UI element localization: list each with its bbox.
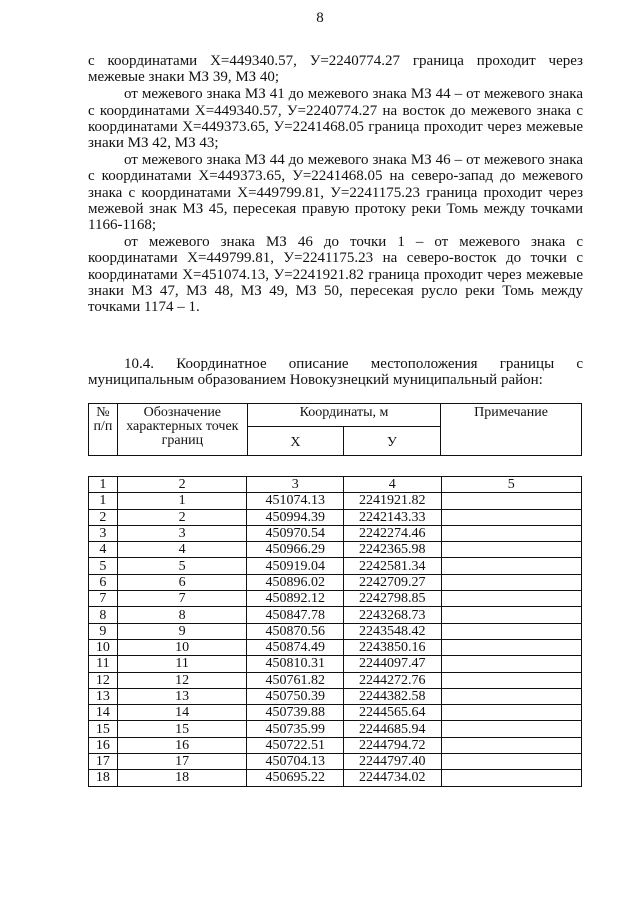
note-cell [441, 525, 581, 541]
point-cell: 4 [117, 542, 247, 558]
note-cell [441, 493, 581, 509]
note-cell [441, 770, 581, 786]
point-cell: 17 [117, 754, 247, 770]
table-row [89, 639, 582, 655]
point-cell: 9 [117, 623, 247, 639]
point-cell: 12 [117, 672, 247, 688]
y-cell: 2242709.27 [343, 574, 441, 590]
header-num: № п/п [89, 404, 118, 456]
note-cell [441, 705, 581, 721]
note-cell [441, 721, 581, 737]
note-cell [441, 509, 581, 525]
x-cell: 450892.12 [247, 591, 344, 607]
y-cell: 2243548.42 [343, 623, 441, 639]
y-cell: 2242274.46 [343, 525, 441, 541]
note-cell [441, 558, 581, 574]
table-row [89, 623, 582, 639]
table-row [89, 574, 582, 590]
y-cell: 2244272.76 [343, 672, 441, 688]
row-number-cell: 6 [89, 574, 118, 590]
row-number-cell: 17 [89, 754, 118, 770]
x-cell: 450761.82 [247, 672, 344, 688]
y-cell: 2244097.47 [343, 656, 441, 672]
note-cell [441, 623, 581, 639]
table-row [89, 509, 582, 525]
point-cell: 13 [117, 688, 247, 704]
note-cell [441, 542, 581, 558]
table-row [89, 672, 582, 688]
row-number-cell: 3 [89, 525, 118, 541]
header-note: Примечание [441, 404, 582, 456]
boundary-description [88, 53, 583, 315]
header-x: Х [247, 427, 343, 456]
table-row [89, 688, 582, 704]
row-number-cell: 16 [89, 737, 118, 753]
y-cell: 2244685.94 [343, 721, 441, 737]
section-title: Координатное описание местоположения границы с муниципальным образованием Новокузнецкий муниципальный район: [88, 356, 584, 389]
point-cell: 14 [117, 705, 247, 721]
table-row [89, 607, 582, 623]
column-number: 4 [343, 477, 441, 493]
table-row [89, 493, 582, 509]
point-cell: 2 [117, 509, 247, 525]
y-cell: 2242581.34 [343, 558, 441, 574]
point-cell: 3 [117, 525, 247, 541]
column-number: 2 [117, 477, 247, 493]
point-cell: 11 [117, 656, 247, 672]
point-cell: 16 [117, 737, 247, 753]
table-row [89, 705, 582, 721]
table-row [89, 754, 582, 770]
x-cell: 451074.13 [247, 493, 344, 509]
note-cell [441, 591, 581, 607]
column-number: 5 [441, 477, 581, 493]
row-number-cell: 15 [89, 721, 118, 737]
table-row [89, 525, 582, 541]
row-number-cell: 1 [89, 493, 118, 509]
point-cell: 1 [117, 493, 247, 509]
coordinates-table-header [88, 403, 582, 456]
column-number-row [89, 477, 582, 493]
page-number: 8 [316, 10, 324, 26]
y-cell: 2242143.33 [343, 509, 441, 525]
row-number-cell: 9 [89, 623, 118, 639]
x-cell: 450896.02 [247, 574, 344, 590]
x-cell: 450966.29 [247, 542, 344, 558]
table-row [89, 558, 582, 574]
paragraph-3: от межевого знака МЗ 44 до межевого знака МЗ 46 – от межевого знака с координатами Х=449373.65, У=2241468.05 на северо-запад до межевого знака с координатами Х=449799.81, У=2241175.23 граница проходит через межевой знак МЗ 45, пересекая правую протоку реки Томь между точками 1166-1168; [88, 152, 583, 234]
row-number-cell: 11 [89, 656, 118, 672]
paragraph-2: от межевого знака МЗ 41 до межевого знака МЗ 44 – от межевого знака с координатами Х=449340.57, У=2240774.27 на восток до межевого знака с координатами Х=449373.65, У=2241468.05 граница проходит через межевые знаки МЗ 42, МЗ 43; [88, 86, 583, 152]
x-cell: 450722.51 [247, 737, 344, 753]
y-cell: 2243850.16 [343, 639, 441, 655]
table-row [89, 737, 582, 753]
x-cell: 450970.54 [247, 525, 344, 541]
x-cell: 450810.31 [247, 656, 344, 672]
point-cell: 8 [117, 607, 247, 623]
note-cell [441, 688, 581, 704]
row-number-cell: 4 [89, 542, 118, 558]
point-cell: 10 [117, 639, 247, 655]
note-cell [441, 656, 581, 672]
column-number: 3 [247, 477, 344, 493]
x-cell: 450994.39 [247, 509, 344, 525]
row-number-cell: 10 [89, 639, 118, 655]
y-cell: 2242798.85 [343, 591, 441, 607]
table-row [89, 542, 582, 558]
paragraph-4: от межевого знака МЗ 46 до точки 1 – от межевого знака с координатами Х=449799.81, У=2241175.23 на северо-восток до точки с координатами Х=451074.13, У=2241921.82 граница проходит через межевые знаки МЗ 47, МЗ 48, МЗ 49, МЗ 50, пересекая русло реки Томь между точками 1174 – 1. [88, 234, 583, 316]
point-cell: 5 [117, 558, 247, 574]
coordinates-table [88, 476, 582, 787]
x-cell: 450704.13 [247, 754, 344, 770]
y-cell: 2244797.40 [343, 754, 441, 770]
column-number: 1 [89, 477, 118, 493]
x-cell: 450735.99 [247, 721, 344, 737]
row-number-cell: 2 [89, 509, 118, 525]
section-heading [88, 356, 583, 388]
x-cell: 450695.22 [247, 770, 344, 786]
header-y: У [343, 427, 440, 456]
note-cell [441, 574, 581, 590]
y-cell: 2244382.58 [343, 688, 441, 704]
y-cell: 2244734.02 [343, 770, 441, 786]
y-cell: 2244565.64 [343, 705, 441, 721]
header-coordinates: Координаты, м [247, 404, 440, 427]
note-cell [441, 607, 581, 623]
row-number-cell: 18 [89, 770, 118, 786]
x-cell: 450750.39 [247, 688, 344, 704]
point-cell: 7 [117, 591, 247, 607]
y-cell: 2241921.82 [343, 493, 441, 509]
table-row [89, 656, 582, 672]
note-cell [441, 754, 581, 770]
note-cell [441, 737, 581, 753]
y-cell: 2244794.72 [343, 737, 441, 753]
table-row [89, 770, 582, 786]
paragraph-1: с координатами Х=449340.57, У=2240774.27 граница проходит через межевые знаки МЗ 39, МЗ 40; [88, 53, 583, 86]
point-cell: 15 [117, 721, 247, 737]
note-cell [441, 639, 581, 655]
table-row [89, 591, 582, 607]
section-number: 10.4. [124, 356, 154, 372]
y-cell: 2243268.73 [343, 607, 441, 623]
table-row [89, 721, 582, 737]
row-number-cell: 7 [89, 591, 118, 607]
y-cell: 2242365.98 [343, 542, 441, 558]
x-cell: 450870.56 [247, 623, 344, 639]
x-cell: 450739.88 [247, 705, 344, 721]
row-number-cell: 8 [89, 607, 118, 623]
x-cell: 450847.78 [247, 607, 344, 623]
row-number-cell: 14 [89, 705, 118, 721]
row-number-cell: 13 [89, 688, 118, 704]
point-cell: 18 [117, 770, 247, 786]
point-cell: 6 [117, 574, 247, 590]
header-designation: Обозначение характерных точек границ [117, 404, 247, 456]
row-number-cell: 5 [89, 558, 118, 574]
row-number-cell: 12 [89, 672, 118, 688]
x-cell: 450874.49 [247, 639, 344, 655]
note-cell [441, 672, 581, 688]
x-cell: 450919.04 [247, 558, 344, 574]
